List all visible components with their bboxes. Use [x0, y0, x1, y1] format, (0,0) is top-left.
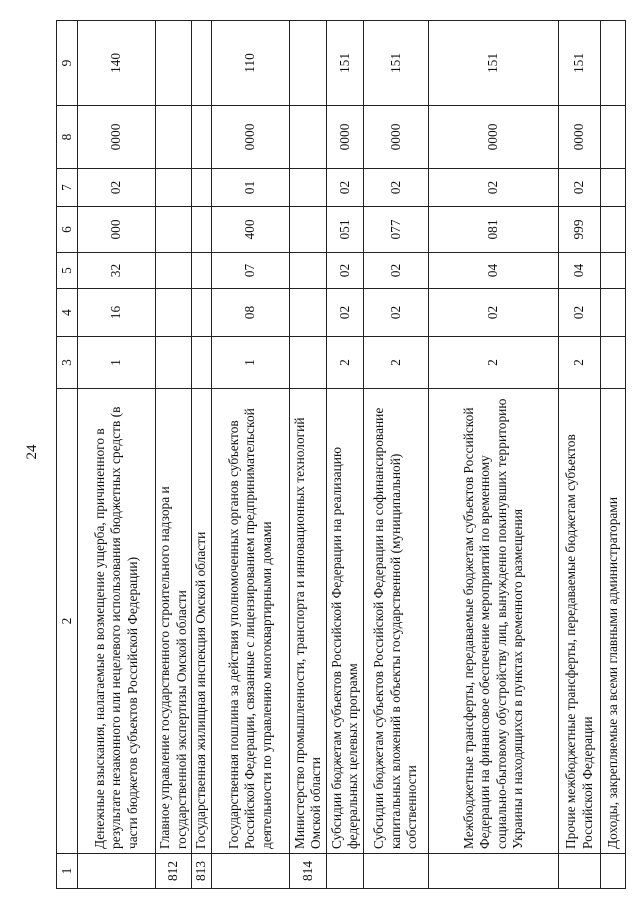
code-cell [290, 106, 327, 169]
code-cell [156, 337, 192, 389]
table-row [327, 21, 364, 889]
code-cell: 07 [212, 253, 290, 289]
code-cell: 0000 [559, 106, 601, 169]
admin-code-cell [327, 854, 364, 889]
admin-code-cell [601, 854, 626, 889]
admin-code-cell: 812 [156, 854, 192, 889]
rotated-table-container [56, 21, 624, 889]
code-cell: 02 [78, 169, 156, 207]
header-cell: 1 [57, 854, 78, 889]
description-cell: Государственная пошлина за действия уполномоченных органов субъектов Российской Федерации, связанные с лицензированием предпринимательской деятельности по управлению многоквартирными домами [212, 389, 290, 854]
code-cell [290, 207, 327, 253]
code-cell: 02 [559, 289, 601, 337]
code-cell: 999 [559, 207, 601, 253]
code-cell: 08 [212, 289, 290, 337]
description-cell: Доходы, закрепляемые за всеми главными администраторами [601, 389, 626, 854]
code-cell: 051 [327, 207, 364, 253]
header-cell: 3 [57, 337, 78, 389]
code-cell [192, 289, 212, 337]
table-row [290, 21, 327, 889]
code-cell [290, 169, 327, 207]
description-cell: Государственная жилищная инспекция Омской области [192, 389, 212, 854]
code-cell: 02 [364, 169, 429, 207]
code-cell [601, 289, 626, 337]
page-number: 24 [23, 444, 40, 460]
code-cell [601, 169, 626, 207]
code-cell: 081 [429, 207, 559, 253]
code-cell: 0000 [327, 106, 364, 169]
admin-code-cell: 813 [192, 854, 212, 889]
code-cell [192, 207, 212, 253]
code-cell [156, 207, 192, 253]
code-cell: 02 [327, 289, 364, 337]
code-cell: 02 [429, 289, 559, 337]
code-cell [192, 106, 212, 169]
admin-code-cell [212, 854, 290, 889]
header-cell: 5 [57, 253, 78, 289]
code-cell: 2 [364, 337, 429, 389]
code-cell: 140 [78, 21, 156, 106]
header-cell: 9 [57, 21, 78, 106]
code-cell: 151 [364, 21, 429, 106]
table-row [192, 21, 212, 889]
description-cell: Денежные взыскания, налагаемые в возмещение ущерба, причиненного в результате незаконного или нецелевого использования бюджетных средств (в части бюджетов субъектов Российской Федерации) [78, 389, 156, 854]
code-cell: 077 [364, 207, 429, 253]
revenue-codes-table [56, 20, 626, 889]
table-row [212, 21, 290, 889]
code-cell [156, 169, 192, 207]
table-row [78, 21, 156, 889]
header-row [57, 21, 78, 889]
code-cell [601, 106, 626, 169]
code-cell: 2 [327, 337, 364, 389]
code-cell: 1 [212, 337, 290, 389]
code-cell: 2 [429, 337, 559, 389]
description-cell: Министерство промышленности, транспорта и инновационных технологий Омской области [290, 389, 327, 854]
header-cell: 8 [57, 106, 78, 169]
description-cell: Субсидии бюджетам субъектов Российской Федерации на реализацию федеральных целевых программ [327, 389, 364, 854]
code-cell [192, 169, 212, 207]
description-cell: Главное управление государственного строительного надзора и государственной экспертизы Омской области [156, 389, 192, 854]
code-cell [601, 253, 626, 289]
code-cell [156, 21, 192, 106]
code-cell [156, 289, 192, 337]
code-cell: 151 [559, 21, 601, 106]
header-cell: 6 [57, 207, 78, 253]
code-cell [290, 253, 327, 289]
code-cell [192, 21, 212, 106]
code-cell: 151 [327, 21, 364, 106]
description-cell: Прочие межбюджетные трансферты, передаваемые бюджетам субъектов Российской Федерации [559, 389, 601, 854]
code-cell: 1 [78, 337, 156, 389]
code-cell: 02 [327, 253, 364, 289]
code-cell: 02 [559, 169, 601, 207]
table-row [429, 21, 559, 889]
header-cell: 4 [57, 289, 78, 337]
code-cell: 110 [212, 21, 290, 106]
table-row [364, 21, 429, 889]
code-cell: 151 [429, 21, 559, 106]
code-cell [290, 289, 327, 337]
table-row [156, 21, 192, 889]
code-cell: 400 [212, 207, 290, 253]
code-cell: 0000 [429, 106, 559, 169]
code-cell [601, 337, 626, 389]
code-cell [601, 21, 626, 106]
admin-code-cell [429, 854, 559, 889]
code-cell [290, 21, 327, 106]
code-cell [156, 253, 192, 289]
admin-code-cell [364, 854, 429, 889]
code-cell: 0000 [78, 106, 156, 169]
admin-code-cell [559, 854, 601, 889]
code-cell: 04 [559, 253, 601, 289]
code-cell: 02 [364, 253, 429, 289]
code-cell: 01 [212, 169, 290, 207]
code-cell: 32 [78, 253, 156, 289]
code-cell: 0000 [212, 106, 290, 169]
code-cell: 02 [327, 169, 364, 207]
description-cell: Межбюджетные трансферты, передаваемые бюджетам субъектов Российской Федерации на финансовое обеспечение мероприятий по временному социально-бытовому обустройству лиц, вынужденно покинувших территорию Украины и находящихся в пунктах временного размещения [429, 389, 559, 854]
code-cell [156, 106, 192, 169]
admin-code-cell: 814 [290, 854, 327, 889]
table-row [601, 21, 626, 889]
header-cell: 2 [57, 389, 78, 854]
code-cell: 000 [78, 207, 156, 253]
code-cell: 16 [78, 289, 156, 337]
code-cell [192, 337, 212, 389]
code-cell: 04 [429, 253, 559, 289]
code-cell [601, 207, 626, 253]
code-cell: 02 [429, 169, 559, 207]
header-cell: 7 [57, 169, 78, 207]
admin-code-cell [78, 854, 156, 889]
code-cell: 0000 [364, 106, 429, 169]
description-cell: Субсидии бюджетам субъектов Российской Федерации на софинансирование капитальных вложений в объекты государственной (муниципальной) собственности [364, 389, 429, 854]
code-cell: 02 [364, 289, 429, 337]
code-cell: 2 [559, 337, 601, 389]
code-cell [290, 337, 327, 389]
table-row [559, 21, 601, 889]
code-cell [192, 253, 212, 289]
